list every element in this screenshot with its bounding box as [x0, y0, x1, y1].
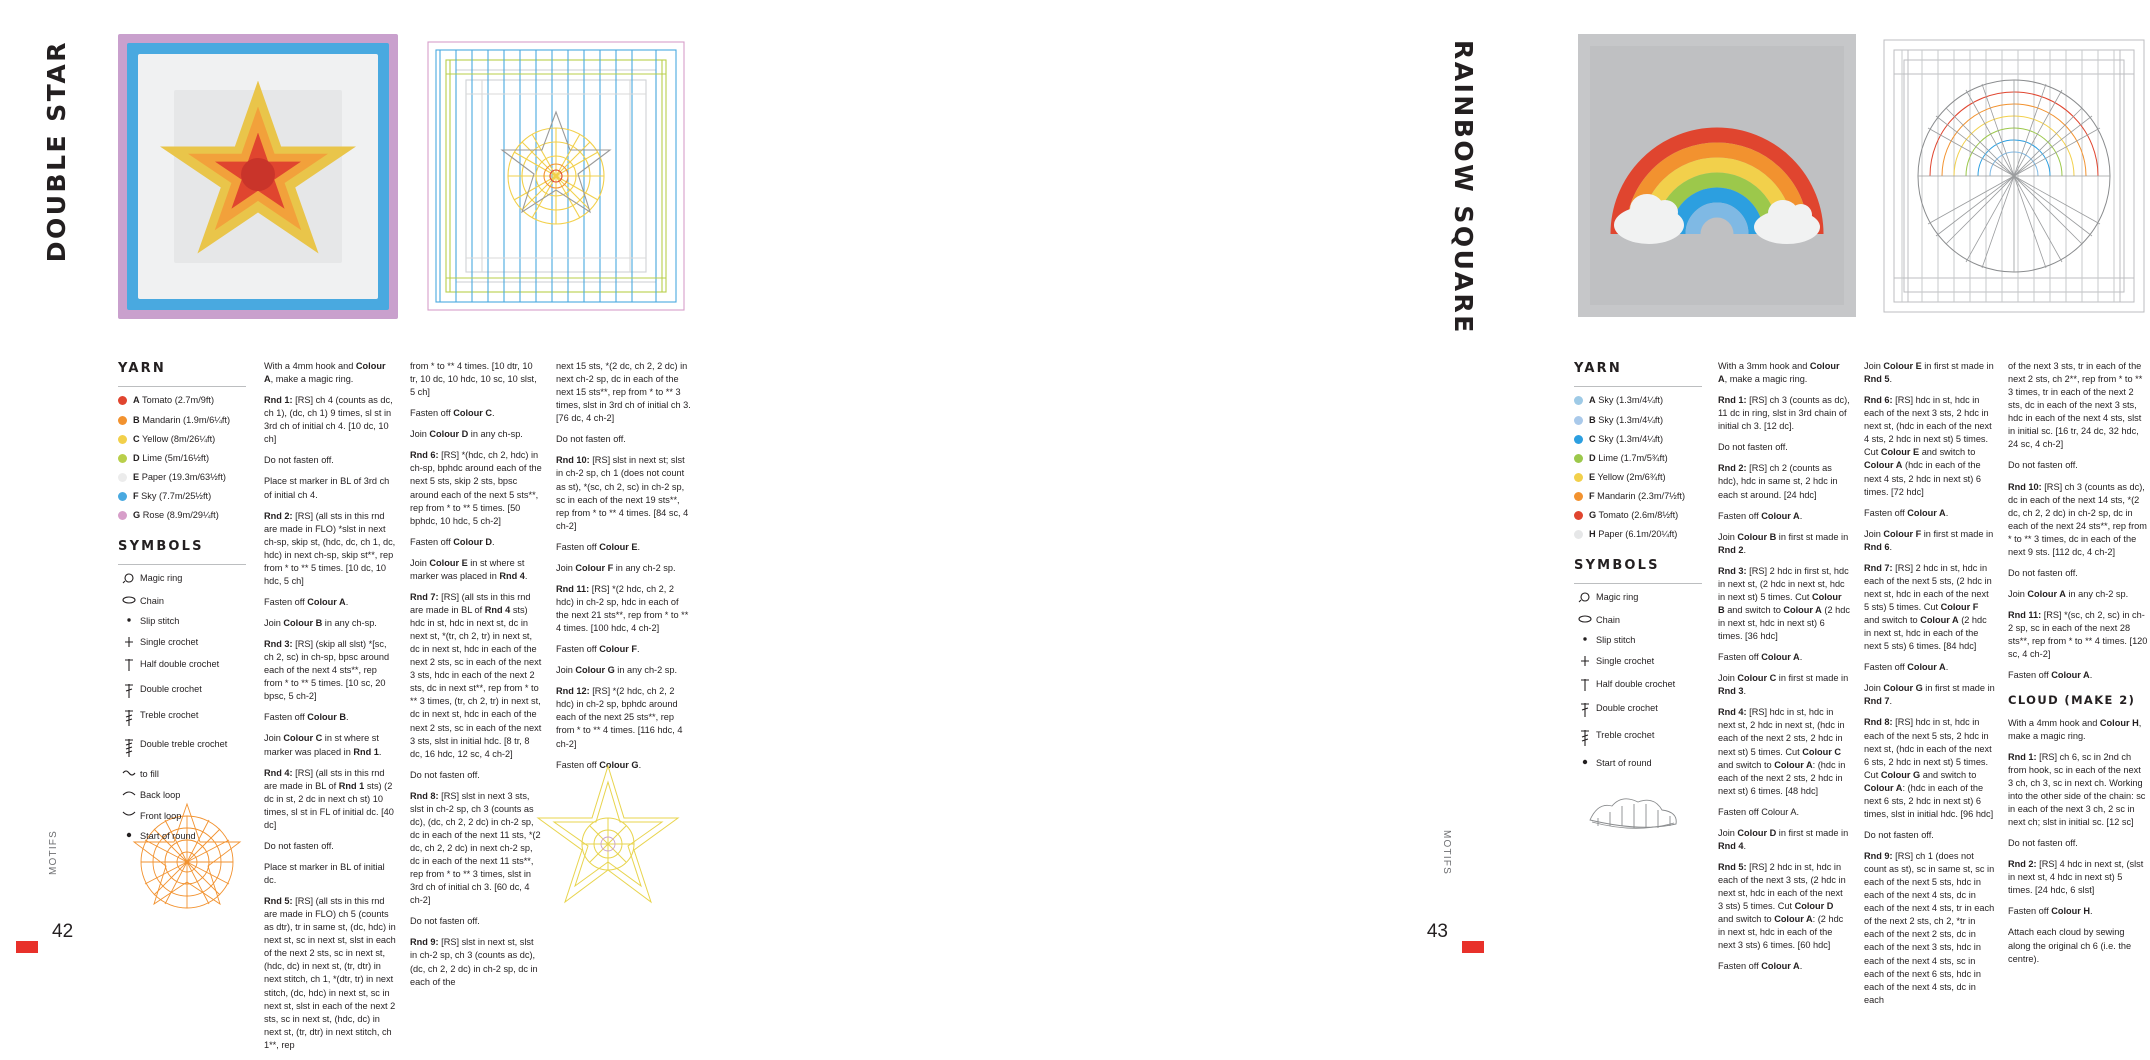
left-instructions-column-2	[410, 360, 542, 997]
single-crochet-icon	[1574, 655, 1596, 670]
symbol-label: Treble crochet	[1596, 729, 1655, 740]
symbol-item	[1574, 729, 1702, 750]
symbol-label: Half double crochet	[140, 659, 220, 670]
instruction-paragraph: Join Colour E in first st made in Rnd 5.	[1864, 361, 1994, 385]
instruction-paragraph: next 15 sts, *(2 dc, ch 2, 2 dc) in next ch-2 sp, dc in each of the next 15 sts**, rep from * to ** 3 times, slst in 3rd ch of initial ch 3. [76 dc, 4 ch-2]	[556, 361, 691, 424]
yarn-label: C Yellow (8m/26¼ft)	[133, 433, 216, 444]
instruction-paragraph: Fasten off Colour A.	[1864, 662, 1949, 673]
instruction-paragraph: Rnd 8: [RS] hdc in st, hdc in each of the next 5 sts, 2 hdc in next st, (hdc in each of the next 6 sts, 2 hdc in next st) 5 times. Cut Colour G and switch to Colour A: (hdc in each of the next 6 sts, 2 hdc in next st) 6 times, slst in initial hdc. [96 hdc]	[1864, 717, 1994, 819]
yarn-colour-swatch	[118, 454, 127, 463]
instruction-paragraph: Place st marker in BL of 3rd ch of initial ch 4.	[264, 476, 390, 500]
yarn-item	[118, 490, 246, 503]
symbol-label: Chain	[140, 595, 165, 606]
symbol-label: Magic ring	[1596, 592, 1639, 603]
instruction-paragraph: Rnd 9: [RS] ch 1 (does not count as st), sc in same st, sc in each of the next 5 sts, hdc in each of the next 4 sts, dc in each of the next 4 sts, tr in each of the next 2 sts, ch 2, *tr in each of the next 2 sts, dc in each of the next 3 sts, hdc in each of the next 4 sts, sc in each of the next 6 sts, hdc in each of the next 4 sts, dc in each	[1864, 851, 1995, 1005]
yarn-item	[1574, 414, 1702, 427]
symbol-item	[118, 789, 246, 802]
yarn-colour-swatch	[1574, 473, 1583, 482]
symbol-label: Start of round	[1596, 758, 1652, 769]
yarn-colour-swatch	[1574, 435, 1583, 444]
yarn-list-left	[118, 394, 246, 521]
left-yarn-and-symbols-column	[118, 360, 246, 851]
instruction-paragraph: Do not fasten off.	[2008, 460, 2078, 471]
symbol-label: Treble crochet	[140, 710, 199, 721]
instruction-paragraph: Join Colour D in any ch-sp.	[410, 429, 523, 440]
back-loop-icon	[118, 789, 140, 800]
rainbow-square-swatch-photo	[1578, 34, 1856, 317]
yarn-colour-swatch	[1574, 530, 1583, 539]
yarn-label: A Sky (1.3m/4¼ft)	[1589, 395, 1664, 406]
page-title-double-star: DOUBLE STAR	[42, 40, 71, 263]
double-star-chart-yellow	[528, 760, 688, 935]
instruction-paragraph: Fasten off Colour A.	[1718, 652, 1803, 663]
yarn-colour-swatch	[1574, 511, 1583, 520]
symbol-item	[1574, 614, 1702, 627]
instruction-paragraph: of the next 3 sts, tr in each of the next 2 sts, ch 2**, rep from * to ** 3 times, tr in each of the next 2 sts, dc in each of the next 3 sts, hdc in each of the next 4 sts, slst in initial sc. [16 tr, 24 dc, 32 hdc, 24 sc, 4 ch-2]	[2008, 361, 2143, 450]
double-crochet-icon	[118, 683, 140, 702]
instruction-paragraph: Do not fasten off.	[410, 916, 480, 927]
yarn-item	[1574, 471, 1702, 484]
instruction-paragraph: Rnd 1: [RS] ch 3 (counts as dc), 11 dc in ring, slst in 3rd chain of initial ch 3. [12 dc].	[1718, 395, 1850, 432]
page-marker-right	[1462, 941, 1484, 953]
symbol-label: Double treble crochet	[140, 738, 228, 749]
instruction-paragraph: Fasten off Colour A.	[1718, 961, 1803, 972]
start-of-round-icon	[1574, 757, 1596, 770]
right-page	[750, 0, 2148, 1005]
symbol-item	[118, 683, 246, 702]
yarn-colour-swatch	[118, 473, 127, 482]
yarn-list-right	[1574, 394, 1702, 541]
instruction-paragraph: Rnd 8: [RS] slst in next 3 sts, slst in ch-2 sp, ch 3 (counts as dc), (dc, ch 2, 2 dc) in ch-2 sp, dc in each of the next 11 sts, *(2 dc, ch 2, 2 dc) in next ch-2 sp, dc in each of the next 11 sts**, rep from * to ** 3 times, slst in 3rd ch of initial ch 3. [60 dc, 4 ch-2]	[410, 790, 541, 906]
yarn-item	[1574, 433, 1702, 446]
single-crochet-icon	[118, 636, 140, 651]
instruction-paragraph: Attach each cloud by sewing along the original ch 6 (i.e. the centre).	[2008, 927, 2132, 964]
left-page	[0, 0, 750, 1050]
instruction-paragraph: Fasten off Colour B.	[264, 712, 349, 723]
yarn-label: F Mandarin (2.3m/7½ft)	[1589, 490, 1686, 501]
running-head-right: MOTIFS	[1441, 830, 1452, 875]
yarn-label: A Tomato (2.7m/9ft)	[133, 395, 215, 406]
symbol-item	[1574, 678, 1702, 695]
symbols-list-right	[1574, 591, 1702, 770]
instruction-paragraph: Rnd 4: [RS] hdc in st, hdc in next st, 2 hdc in next st, (hdc in each of the next 2 sts, 2 hdc in next st) 5 times. Cut Colour C and switch to Colour A: (hdc in each of the next 2 sts, 2 hdc in next st) 6 times. [48 hdc]	[1718, 707, 1846, 796]
yarn-item	[118, 509, 246, 522]
instruction-paragraph: Rnd 12: [RS] *(2 hdc, ch 2, 2 hdc) in ch-2 sp, bphdc around each of the next 25 sts**, rep from * to ** 4 times. [116 hdc, 4 ch-2]	[556, 686, 683, 749]
running-head-left: MOTIFS	[48, 830, 59, 875]
instruction-paragraph: Join Colour C in st where st marker was placed in Rnd 1.	[264, 733, 382, 757]
right-instructions-column-2	[1864, 360, 1996, 1015]
symbol-item	[118, 738, 246, 761]
yarn-item	[118, 414, 246, 427]
yarn-label: F Sky (7.7m/25½ft)	[133, 490, 212, 501]
instruction-paragraph: Do not fasten off.	[264, 840, 334, 851]
symbol-label: Half double crochet	[1596, 678, 1676, 689]
page-marker-left	[16, 941, 38, 953]
symbol-item	[118, 810, 246, 823]
symbol-item	[118, 636, 246, 651]
double-star-swatch-photo	[118, 34, 398, 319]
yarn-label: G Tomato (2.6m/8½ft)	[1589, 509, 1679, 520]
symbol-item	[118, 830, 246, 843]
symbol-item	[1574, 757, 1702, 770]
fill-icon	[118, 768, 140, 781]
instruction-paragraph: Rnd 2: [RS] 4 hdc in next st, (slst in next st, 4 hdc in next st) 5 times. [24 hdc, 6 slst]	[2008, 859, 2144, 896]
symbol-label: Chain	[1596, 614, 1621, 625]
yarn-label: E Paper (19.3m/63½ft)	[133, 471, 226, 482]
symbol-label: Single crochet	[140, 636, 199, 647]
symbols-heading-left: SYMBOLS	[118, 538, 204, 554]
instruction-paragraph: Do not fasten off.	[1864, 829, 1934, 840]
symbol-label: Back loop	[140, 790, 181, 801]
right-instructions-column-1	[1718, 360, 1850, 981]
yarn-item	[118, 471, 246, 484]
yarn-label: C Sky (1.3m/4¼ft)	[1589, 433, 1664, 444]
double-star-stitch-chart	[420, 34, 692, 318]
instruction-paragraph: Rnd 4: [RS] (all sts in this rnd are made in BL of Rnd 1 sts) (2 dc in st, 2 dc in next ch st) 10 times, sl st in FL of initial dc. [40 dc]	[264, 767, 394, 830]
yarn-item	[118, 433, 246, 446]
yarn-item	[1574, 490, 1702, 503]
instruction-paragraph: Rnd 11: [RS] *(2 hdc, ch 2, 2 hdc) in ch-2 sp, hdc in each of the next 21 sts**, rep from * to ** 4 times. [100 hdc, 4 ch-2]	[556, 583, 689, 634]
yarn-colour-swatch	[1574, 492, 1583, 501]
instruction-paragraph: Fasten off Colour H.	[2008, 906, 2093, 917]
start-of-round-icon	[118, 830, 140, 843]
symbol-item	[1574, 634, 1702, 647]
double-treble-crochet-icon	[118, 738, 140, 761]
instruction-paragraph: from * to ** 4 times. [10 dtr, 10 tr, 10 dc, 10 hdc, 10 sc, 10 slst, 5 ch]	[410, 361, 537, 398]
cloud-heading: CLOUD (MAKE 2)	[2008, 693, 2136, 708]
symbol-item	[118, 658, 246, 675]
symbol-label: Single crochet	[1596, 656, 1655, 667]
yarn-colour-swatch	[1574, 416, 1583, 425]
yarn-label: D Lime (5m/16½ft)	[133, 452, 210, 463]
symbol-item	[118, 768, 246, 781]
yarn-item	[1574, 452, 1702, 465]
symbol-item	[1574, 702, 1702, 721]
yarn-label: E Yellow (2m/6¾ft)	[1589, 471, 1666, 482]
instruction-paragraph: Rnd 3: [RS] 2 hdc in first st, hdc in next st, (2 hdc in next st, hdc in next st) 5 times. Cut Colour B and switch to Colour A (2 hdc in next st, hdc in next st) 6 times. [36 hdc]	[1718, 565, 1850, 642]
page-title-rainbow-square: RAINBOW SQUARE	[1449, 40, 1478, 335]
yarn-item	[118, 394, 246, 407]
symbols-heading-right: SYMBOLS	[1574, 557, 1660, 573]
instruction-paragraph: Fasten off Colour G.	[556, 759, 642, 770]
instruction-paragraph: Join Colour C in first st made in Rnd 3.	[1718, 673, 1849, 697]
yarn-label: H Paper (6.1m/20¼ft)	[1589, 528, 1678, 539]
instruction-paragraph: Fasten off Colour A.	[1718, 806, 1800, 817]
instruction-paragraph: Join Colour D in first st made in Rnd 4.	[1718, 827, 1849, 851]
instruction-paragraph: Fasten off Colour A.	[264, 596, 349, 607]
instruction-paragraph: Do not fasten off.	[410, 769, 480, 780]
instruction-paragraph: With a 3mm hook and Colour A, make a magic ring.	[1718, 361, 1840, 385]
instruction-paragraph: Place st marker in BL of initial dc.	[264, 861, 385, 885]
yarn-item	[1574, 394, 1702, 407]
double-crochet-icon	[1574, 702, 1596, 721]
symbol-label: Slip stitch	[1596, 635, 1636, 646]
half-double-crochet-icon	[1574, 678, 1596, 695]
instruction-paragraph: Join Colour A in any ch-2 sp.	[2008, 588, 2129, 599]
instruction-paragraph: With a 4mm hook and Colour H, make a magic ring.	[2008, 717, 2142, 741]
page-number-left: 42	[52, 921, 74, 942]
instruction-paragraph: Rnd 1: [RS] ch 6, sc in 2nd ch from hook, sc in each of the next 3 ch, ch 3, sc in next ch. Working into the other side of the chain: sc in each of the next 3 ch, 2 sc in next ch; slst in initial sc. [12 sc]	[2008, 751, 2146, 828]
yarn-colour-swatch	[118, 396, 127, 405]
symbol-item	[118, 572, 246, 587]
instruction-paragraph: Rnd 5: [RS] (all sts in this rnd are made in FLO) ch 5 (counts as dtr), tr in same st, (dc, hdc) in next st, sc in next st, slst in each of the next 2 sts, sc in next st, (hdc, dc) in next st, (tr, dtr) in next stitch, ch 1, *(dtr, tr) in next stitch, (dc, hdc) in next st, sc in next st, slst in each of the next 2 sts, sc in next st, (hdc, dc) in next st, (tr, dtr) in next stitch, ch 1**, rep	[264, 896, 396, 1050]
cloud-motif-chart	[1580, 790, 1690, 845]
treble-crochet-icon	[118, 709, 140, 730]
instruction-paragraph: Rnd 3: [RS] (skip all slst) *[sc, ch 2, sc) in ch-sp, bpsc around each of the next 4 sts**, rep from * to ** 5 times. [10 sc, 20 bpsc, 5 ch-2]	[264, 639, 390, 702]
symbol-item	[1574, 655, 1702, 670]
yarn-colour-swatch	[118, 492, 127, 501]
page-number-right: 43	[1426, 921, 1448, 942]
instruction-paragraph: Rnd 6: [RS] *(hdc, ch 2, hdc) in ch-sp, bphdc around each of the next 5 sts, skip 2 sts, bpsc around each of the next 5 sts**, rep from * to ** 5 times. [50 bphdc, 10 hdc, 5 ch-2]	[410, 450, 542, 526]
magic-ring-icon	[118, 572, 140, 587]
front-loop-icon	[118, 810, 140, 821]
instruction-paragraph: Rnd 7: [RS] (all sts in this rnd are made in BL of Rnd 4 sts) hdc in st, hdc in next st, dc in next st, *(tr, ch 2, tr) in next st, dc in next st, hdc in each of the next 2 sts, sc in each of the next 3 sts, hdc in each of the next 2 sts, dc in next st**, rep from * to ** 3 times, (tr, ch 2, tr) in next st, dc in next st, hdc in each of the next 2 sts, sc in each of the next 3 sts, slst in initial hdc. [8 tr, 8 dc, 16 hdc, 12 sc, 4 ch-2]	[410, 591, 542, 759]
symbol-label: Front loop	[140, 810, 182, 821]
symbol-item	[118, 595, 246, 608]
symbol-label: Slip stitch	[140, 616, 180, 627]
yarn-label: B Sky (1.3m/4¼ft)	[1589, 414, 1664, 425]
instruction-paragraph: Join Colour F in first st made in Rnd 6.	[1864, 528, 1994, 552]
instruction-paragraph: Join Colour F in any ch-2 sp.	[556, 562, 676, 573]
instruction-paragraph: Fasten off Colour E.	[556, 541, 641, 552]
instruction-paragraph: Fasten off Colour F.	[556, 644, 640, 655]
instruction-paragraph: Rnd 10: [RS] ch 3 (counts as dc), dc in each of the next 14 sts, *(2 dc, ch 2, 2 dc) in ch-2 sp, dc in each of the next 24 sts**, rep from * to ** 3 times, dc in each of the next 9 sts. [112 dc, 4 ch-2]	[2008, 481, 2147, 557]
instruction-paragraph: Rnd 9: [RS] slst in next st, slst in ch-2 sp, ch 3 (counts as dc), (dc, ch 2, 2 dc) in ch-2 sp, dc in each of the	[410, 937, 538, 987]
yarn-label: B Mandarin (1.9m/6¼ft)	[133, 414, 231, 425]
instruction-paragraph: Fasten off Colour A.	[1864, 507, 1949, 518]
instruction-paragraph: Fasten off Colour C.	[410, 408, 495, 419]
slip-stitch-icon	[1574, 634, 1596, 647]
chain-icon	[118, 595, 140, 608]
yarn-label: D Lime (1.7m/5¾ft)	[1589, 452, 1668, 463]
yarn-colour-swatch	[1574, 396, 1583, 405]
yarn-colour-swatch	[1574, 454, 1583, 463]
instruction-paragraph: Rnd 1: [RS] ch 4 (counts as dc, ch 1), (dc, ch 1) 9 times, sl st in 3rd ch of initial ch 4. [10 dc, 10 ch]	[264, 395, 393, 445]
yarn-label: G Rose (8.9m/29¼ft)	[133, 509, 219, 520]
instruction-paragraph: Join Colour G in first st made in Rnd 7.	[1864, 683, 1995, 707]
slip-stitch-icon	[118, 615, 140, 628]
left-instructions-column-3	[556, 360, 692, 780]
symbol-label: to fill	[140, 769, 159, 780]
treble-crochet-icon	[1574, 729, 1596, 750]
instruction-paragraph: Rnd 11: [RS] *(sc, ch 2, sc) in ch-2 sp, sc in each of the next 28 sts**, rep from * to ** 4 times. [120 sc, 4 ch-2]	[2008, 610, 2148, 660]
symbol-item	[1574, 591, 1702, 606]
yarn-colour-swatch	[118, 416, 127, 425]
instruction-paragraph: Do not fasten off.	[2008, 838, 2078, 849]
yarn-heading-left: YARN	[118, 361, 166, 376]
yarn-heading-right: YARN	[1574, 361, 1622, 376]
instruction-paragraph: Do not fasten off.	[264, 455, 334, 466]
instruction-paragraph: Fasten off Colour D.	[410, 536, 495, 547]
instruction-paragraph: Do not fasten off.	[1718, 442, 1788, 453]
right-instructions-column-3	[2008, 360, 2148, 974]
symbol-label: Double crochet	[1596, 703, 1658, 714]
instruction-paragraph: Rnd 5: [RS] 2 hdc in st, hdc in each of the next 3 sts, (2 hdc in next st, hdc in each of the next 3 sts) 5 times. Cut Colour D and switch to Colour A: (2 hdc in next st, hdc in each of the next 3 sts) 6 times. [60 hdc]	[1718, 861, 1846, 951]
left-instructions-column-1	[264, 360, 396, 1060]
yarn-item	[118, 452, 246, 465]
half-double-crochet-icon	[118, 658, 140, 675]
magic-ring-icon	[1574, 591, 1596, 606]
right-yarn-and-symbols-column	[1574, 360, 1702, 778]
symbol-item	[118, 615, 246, 628]
instruction-paragraph: Fasten off Colour A.	[1718, 510, 1803, 521]
yarn-item	[1574, 528, 1702, 541]
yarn-colour-swatch	[118, 511, 127, 520]
symbol-label: Start of round	[140, 831, 196, 842]
instruction-paragraph: Join Colour B in first st made in Rnd 2.	[1718, 531, 1849, 555]
instruction-paragraph: Rnd 2: [RS] (all sts in this rnd are made in FLO) *slst in next ch-sp, skip st, (hdc, dc, ch 1, dc, hdc) in next ch-sp, skip st**, rep from * to ** 5 times. [10 dc, 10 hdc, 5 ch]	[264, 510, 396, 586]
instruction-paragraph: Join Colour E in st where st marker was placed in Rnd 4.	[410, 557, 528, 581]
symbol-label: Double crochet	[140, 683, 202, 694]
instruction-paragraph: Join Colour G in any ch-2 sp.	[556, 665, 678, 676]
instruction-paragraph: Rnd 2: [RS] ch 2 (counts as hdc), hdc in same st, 2 hdc in each st around. [24 hdc]	[1718, 463, 1838, 500]
yarn-item	[1574, 509, 1702, 522]
symbol-item	[118, 709, 246, 730]
instruction-paragraph: Rnd 10: [RS] slst in next st; slst in ch-2 sp, ch 1 (does not count as st), *(sc, ch 2, sc) in ch-2 sp, sc in each of the next 19 sts**, rep from * to ** 4 times. [84 sc, 4 ch-2]	[556, 455, 689, 531]
yarn-colour-swatch	[118, 435, 127, 444]
rainbow-square-stitch-chart	[1878, 34, 2150, 318]
instruction-paragraph: Rnd 7: [RS] 2 hdc in st, hdc in each of the next 5 sts, (2 hdc in next st, hdc in each of the next 5 sts) 5 times. Cut Colour F and switch to Colour A (2 hdc in next st, hdc in each of the next 5 sts) 6 times. [84 hdc]	[1864, 562, 1992, 652]
instruction-paragraph: With a 4mm hook and Colour A, make a magic ring.	[264, 361, 386, 385]
chain-icon	[1574, 614, 1596, 627]
instruction-paragraph: Fasten off Colour A.	[2008, 670, 2093, 681]
instruction-paragraph: Do not fasten off.	[2008, 567, 2078, 578]
symbols-list-left	[118, 572, 246, 843]
symbol-label: Magic ring	[140, 573, 183, 584]
instruction-paragraph: Do not fasten off.	[556, 434, 626, 445]
instruction-paragraph: Join Colour B in any ch-sp.	[264, 618, 377, 628]
instruction-paragraph: Rnd 6: [RS] hdc in st, hdc in each of the next 3 sts, 2 hdc in next st, (hdc in each of the next 4 sts, 2 hdc in next st) 5 times. Cut Colour E and switch to Colour A (hdc in each of the next 4 sts, 2 hdc in next st) 6 times. [72 hdc]	[1864, 395, 1992, 497]
